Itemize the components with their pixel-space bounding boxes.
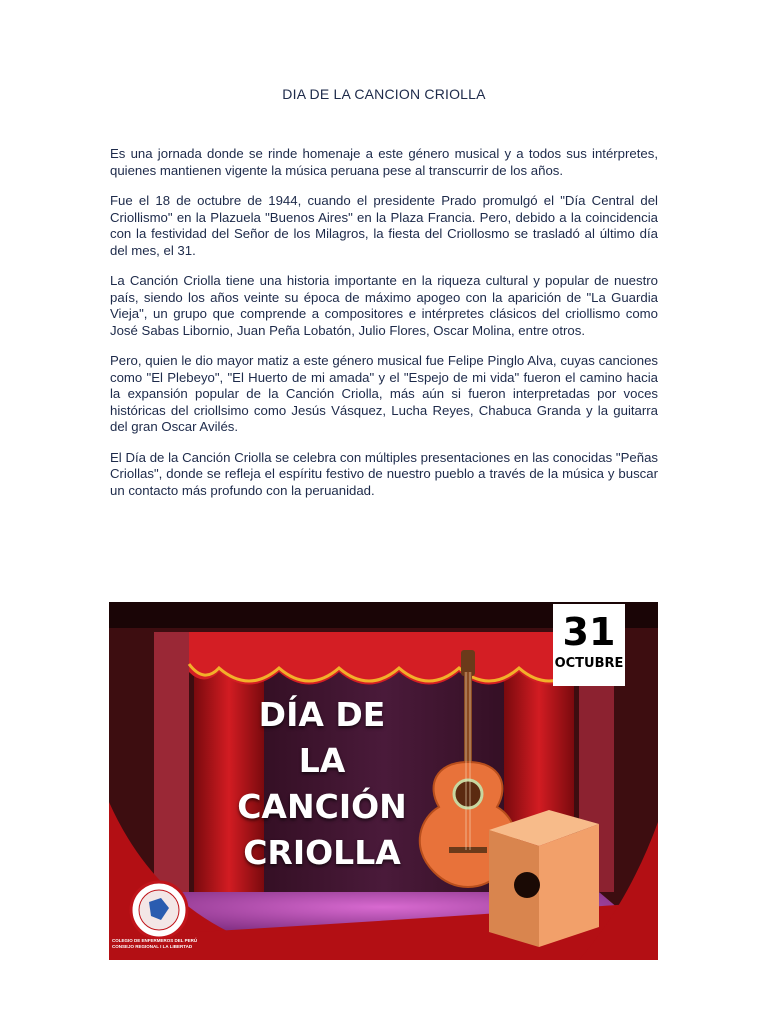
organization-line-1: COLEGIO DE ENFERMEROS DEL PERÚ bbox=[112, 938, 198, 943]
poster-title bbox=[212, 692, 432, 876]
page-title: DIA DE LA CANCION CRIOLLA bbox=[282, 86, 486, 102]
organization-line-2: CONSEJO REGIONAL I LA LIBERTAD bbox=[112, 944, 193, 949]
seal-icon bbox=[131, 882, 187, 938]
paragraph-3: La Canción Criolla tiene una historia importante en la riqueza cultural y popular de nuestro país, siendo los años veinte su época de máximo apogeo con la aparición de "La Guardia Vieja", un grupo que comprende a compositores e intérpretes clásicos del criollismo como José Sabas Libornio, Juan Peña Lobatón, Julio Flores, Oscar Molina, entre otros. bbox=[110, 273, 658, 338]
paragraph-2: Fue el 18 de octubre de 1944, cuando el presidente Prado promulgó el "Día Central del Criollismo" en la Plazuela "Buenos Aires" en la Plaza Francia. Pero, debido a la coincidencia con la festividad del Señor de los Milagros, la fiesta del Criollosmo se trasladó al último día del mes, el 31. bbox=[110, 193, 658, 258]
document-body bbox=[110, 146, 658, 513]
paragraph-1: Es una jornada donde se rinde homenaje a este género musical y a todos sus intérpretes, quienes mantienen vigente la música peruana pese al transcurrir de los años. bbox=[110, 146, 658, 178]
date-badge bbox=[553, 604, 625, 686]
paragraph-4: Pero, quien le dio mayor matiz a este género musical fue Felipe Pinglo Alva, cuyas canciones como "El Plebeyo", "El Huerto de mi amada" y el "Espejo de mi vida" fueron el camino hacia la expansión popular de la Canción Criolla, más aún si fueron interpretadas por voces históricas del criollsimo como Jesús Vásquez, Lucha Reyes, Chabuca Granda y la guitarra del gran Oscar Avilés. bbox=[110, 353, 658, 434]
poster-title-line-3: CANCIÓN bbox=[237, 787, 407, 826]
organization-label bbox=[112, 938, 232, 950]
date-day: 31 bbox=[562, 610, 616, 654]
paragraph-5: El Día de la Canción Criolla se celebra con múltiples presentaciones en las conocidas "Peñas Criollas", donde se refleja el espíritu festivo de nuestro pueblo a través de la música y buscar un contacto más profundo con la peruanidad. bbox=[110, 449, 658, 498]
poster-title-line-1: DÍA DE bbox=[258, 695, 386, 734]
poster-title-line-4: CRIOLLA bbox=[243, 833, 401, 872]
cajon-icon bbox=[489, 810, 599, 947]
date-month: OCTUBRE bbox=[554, 656, 624, 671]
poster-title-line-2: LA bbox=[298, 741, 346, 780]
